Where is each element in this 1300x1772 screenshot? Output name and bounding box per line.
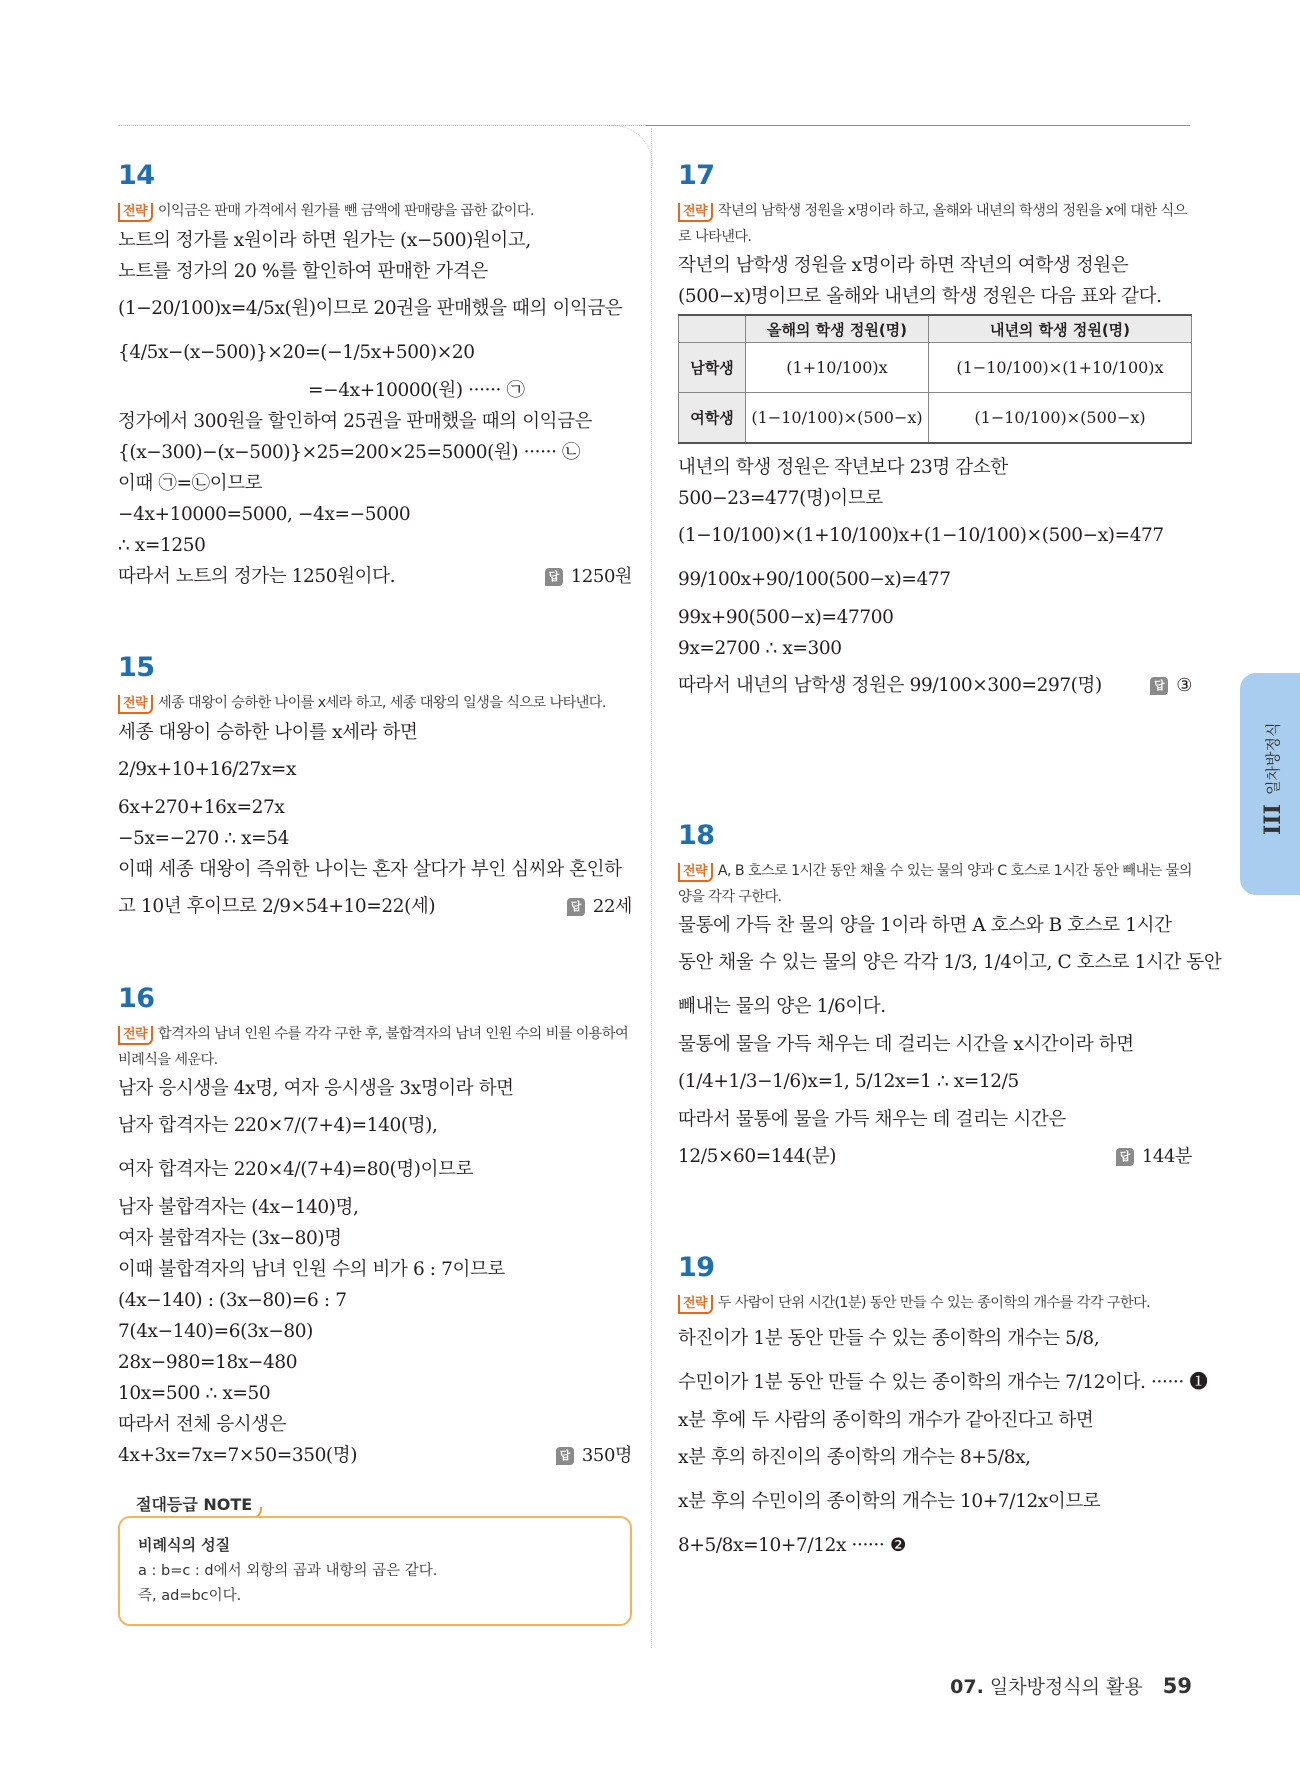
solution-line: 10x=500 ∴ x=50: [118, 1383, 271, 1404]
solution-line: 하진이가 1분 동안 만들 수 있는 종이학의 개수는 5/8,: [678, 1328, 1100, 1349]
problem-number: 16: [118, 983, 155, 1014]
solution-line: [118, 885, 632, 929]
answer-value: ③: [1176, 675, 1192, 696]
table-header: 내년의 학생 정원(명): [929, 315, 1192, 343]
strategy: [118, 690, 632, 717]
problem-number: 15: [118, 652, 155, 683]
table-cell: (1−10/100)×(1+10/100)x: [929, 343, 1192, 393]
solution-line: 노트의 정가를 x원이라 하면 원가는 (x−500)원이고,: [118, 230, 531, 251]
problem-15: [118, 652, 632, 929]
solution-line: [118, 1440, 632, 1471]
solution-line: x분 후의 하진이의 종이학의 개수는 8+5/8x,: [678, 1447, 1031, 1468]
solution-line: 9x=2700 ∴ x=300: [678, 638, 842, 659]
answer-value: 350명: [581, 1445, 632, 1466]
solution-line: 물통에 물을 가득 채우는 데 걸리는 시간을 x시간이라 하면: [678, 1034, 1134, 1055]
problem-18: [678, 820, 1222, 1179]
answer-icon: 답: [545, 568, 563, 586]
table-header: [679, 315, 746, 343]
table-cell: (1−10/100)×(500−x): [746, 393, 929, 444]
solution-line: 정가에서 300원을 할인하여 25권을 판매했을 때의 이익금은: [118, 411, 593, 432]
answer: [567, 885, 632, 929]
solution-line: {(x−300)−(x−500)}×25=200×25=5000(원) ······ ㉡: [118, 442, 581, 463]
chapter-title-vertical: 일차방정식: [1264, 722, 1282, 795]
strategy: [118, 1021, 632, 1073]
solution-line: (1/4+1/3−1/6)x=1, 5/12x=1 ∴ x=12/5: [678, 1071, 1019, 1092]
solution-line: (1−10/100)×(1+10/100)x+(1−10/100)×(500−x)=477: [678, 525, 1164, 546]
problem-19: [678, 1252, 1208, 1568]
problem-16: [118, 983, 632, 1471]
solution-line: 따라서 전체 응시생은: [118, 1414, 287, 1435]
table-cell: (1+10/100)x: [746, 343, 929, 393]
strategy-text: A, B 호스로 1시간 동안 채울 수 있는 물의 양과 C 호스로 1시간 동안 빼내는 물의 양을 각각 구한다.: [678, 863, 1192, 905]
strategy-text: 두 사람이 단위 시간(1분) 동안 만들 수 있는 종이학의 개수를 각각 구한다.: [717, 1295, 1151, 1311]
solution-line: −4x+10000=5000, −4x=−5000: [118, 504, 411, 525]
top-rule-right: [646, 125, 1190, 126]
chapter-title: 일차방정식의 활용: [989, 1676, 1143, 1698]
answer: [545, 561, 632, 592]
note-line: a : b=c : d에서 외항의 곱과 내항의 곱은 같다.: [138, 1563, 438, 1579]
strategy-tag: 전략: [118, 1026, 153, 1045]
solution-line: 이때 세종 대왕이 즉위한 나이는 혼자 살다가 부인 심씨와 혼인하: [118, 859, 622, 880]
chapter-number: 07.: [950, 1676, 984, 1698]
solution-line: 남자 응시생을 4x명, 여자 응시생을 3x명이라 하면: [118, 1078, 514, 1099]
note-box: [118, 1516, 632, 1626]
solution-line: (500−x)명이므로 올해와 내년의 학생 정원은 다음 표와 같다.: [678, 286, 1162, 307]
solution-line: 8+5/8x=10+7/12x ······ ❷: [678, 1535, 907, 1556]
solution-line: 7(4x−140)=6(3x−80): [118, 1321, 313, 1342]
note-heading: 비례식의 성질: [138, 1536, 231, 1554]
table-row-header: 여학생: [679, 393, 746, 444]
table-cell: (1−10/100)×(500−x): [929, 393, 1192, 444]
strategy-tag: 전략: [678, 863, 713, 882]
solution-line: 물통에 가득 찬 물의 양을 1이라 하면 A 호스와 B 호스로 1시간: [678, 915, 1172, 936]
conclusion-text: 고 10년 후이므로 2/9×54+10=22(세): [118, 896, 436, 917]
solution-line: (4x−140) : (3x−80)=6 : 7: [118, 1290, 347, 1311]
problem-14: [118, 160, 632, 592]
solution-line: x분 후의 수민이의 종이학의 개수는 10+7/12x이므로: [678, 1491, 1101, 1512]
solution-line: −5x=−270 ∴ x=54: [118, 828, 290, 849]
solution-line: 2/9x+10+16/27x=x: [118, 759, 297, 780]
strategy: [118, 198, 632, 225]
solution-line: [678, 1135, 1192, 1179]
solution-line: 내년의 학생 정원은 작년보다 23명 감소한: [678, 457, 1008, 478]
solution-line: 이때 불합격자의 남녀 인원 수의 비가 6 : 7이므로: [118, 1259, 505, 1280]
top-rule-left: [118, 125, 652, 126]
solution-line: 동안 채울 수 있는 물의 양은 각각 1/3, 1/4이고, C 호스로 1시간 동안: [678, 952, 1222, 973]
solution-line: 작년의 남학생 정원을 x명이라 하면 작년의 여학생 정원은: [678, 255, 1129, 276]
table-row: [679, 343, 1192, 393]
conclusion-text: 따라서 노트의 정가는 1250원이다.: [118, 566, 396, 587]
problem-number: 19: [678, 1252, 715, 1283]
note-title: [136, 1492, 252, 1515]
solution-line: 99x+90(500−x)=47700: [678, 607, 894, 628]
solution-line: (1−20/100)x=4/5x(원)이므로 20권을 판매했을 때의 이익금은: [118, 298, 623, 319]
strategy-text: 합격자의 남녀 인원 수를 각각 구한 후, 불합격자의 남녀 인원 수의 비를 이용하여 비례식을 세운다.: [118, 1026, 629, 1068]
solution-line: 99/100x+90/100(500−x)=477: [678, 569, 951, 590]
solution-line: 세종 대왕이 승하한 나이를 x세라 하면: [118, 722, 418, 743]
solution-line: 빼내는 물의 양은 1/6이다.: [678, 996, 886, 1017]
answer-icon: 답: [1116, 1148, 1134, 1166]
answer-icon: 답: [556, 1447, 574, 1465]
strategy-text: 세종 대왕이 승하한 나이를 x세라 하고, 세종 대왕의 일생을 식으로 나타낸다.: [157, 695, 606, 711]
table-header: 올해의 학생 정원(명): [746, 315, 929, 343]
answer-icon: 답: [1150, 677, 1168, 695]
student-quota-table: [678, 314, 1192, 444]
answer: [1116, 1135, 1192, 1179]
strategy-tag: 전략: [678, 1295, 713, 1314]
solution-line: 이때 ㉠=㉡이므로: [118, 473, 263, 494]
page-number: 59: [1162, 1674, 1192, 1698]
solution-line: 500−23=477(명)이므로: [678, 488, 883, 509]
conclusion-text: 4x+3x=7x=7×50=350(명): [118, 1445, 358, 1466]
solution-line: =−4x+10000(원) ······ ㉠: [308, 380, 525, 401]
page-footer: [950, 1672, 1192, 1699]
table-row: [679, 393, 1192, 444]
chapter-roman-numeral: III: [1260, 804, 1286, 835]
solution-line: [118, 561, 632, 592]
strategy-text: 작년의 남학생 정원을 x명이라 하고, 올해와 내년의 학생의 정원을 x에 대한 식으로 나타낸다.: [678, 203, 1187, 245]
answer-value: 1250원: [570, 566, 632, 587]
strategy: [678, 858, 1192, 910]
answer: [556, 1440, 632, 1471]
solution-line: x분 후에 두 사람의 종이학의 개수가 같아진다고 하면: [678, 1410, 1094, 1431]
table-row-header: 남학생: [679, 343, 746, 393]
conclusion-text: 따라서 내년의 남학생 정원은 99/100×300=297(명): [678, 675, 1102, 696]
problem-17: [678, 160, 1192, 708]
note-title-text: 절대등급 NOTE: [136, 1495, 253, 1514]
answer: [1150, 664, 1192, 708]
chapter-side-tab: [1240, 673, 1300, 895]
strategy-tag: 전략: [118, 203, 153, 222]
strategy-text: 이익금은 판매 가격에서 원가를 뺀 금액에 판매량을 곱한 값이다.: [157, 203, 534, 219]
strategy-tag: 전략: [678, 203, 713, 222]
solution-line: ∴ x=1250: [118, 535, 206, 556]
problem-number: 14: [118, 160, 155, 191]
solution-line: 따라서 물통에 물을 가득 채우는 데 걸리는 시간은: [678, 1109, 1066, 1130]
solution-line: [678, 664, 1192, 708]
column-divider: [651, 128, 652, 1648]
solution-line: 남자 불합격자는 (4x−140)명,: [118, 1197, 359, 1218]
solution-line: 6x+270+16x=27x: [118, 797, 285, 818]
note-line: 즉, ad=bc이다.: [138, 1588, 242, 1604]
answer-value: 22세: [592, 896, 632, 917]
solution-line: 여자 불합격자는 (3x−80)명: [118, 1228, 342, 1249]
strategy-tag: 전략: [118, 695, 153, 714]
answer-icon: 답: [567, 898, 585, 916]
solution-line: 수민이가 1분 동안 만들 수 있는 종이학의 개수는 7/12이다. ······ ❶: [678, 1372, 1208, 1393]
solution-line: 28x−980=18x−480: [118, 1352, 298, 1373]
solution-line: 여자 합격자는 220×4/(7+4)=80(명)이므로: [118, 1159, 474, 1180]
solution-line: {4/5x−(x−500)}×20=(−1/5x+500)×20: [118, 342, 475, 363]
strategy: [678, 1290, 1192, 1317]
conclusion-text: 12/5×60=144(분): [678, 1146, 837, 1167]
strategy: [678, 198, 1192, 250]
problem-number: 17: [678, 160, 715, 191]
answer-value: 144분: [1141, 1146, 1192, 1167]
table-header-row: [679, 315, 1192, 343]
solution-line: 남자 합격자는 220×7/(7+4)=140(명),: [118, 1115, 438, 1136]
solution-line: 노트를 정가의 20 %를 할인하여 판매한 가격은: [118, 261, 488, 282]
problem-number: 18: [678, 820, 715, 851]
